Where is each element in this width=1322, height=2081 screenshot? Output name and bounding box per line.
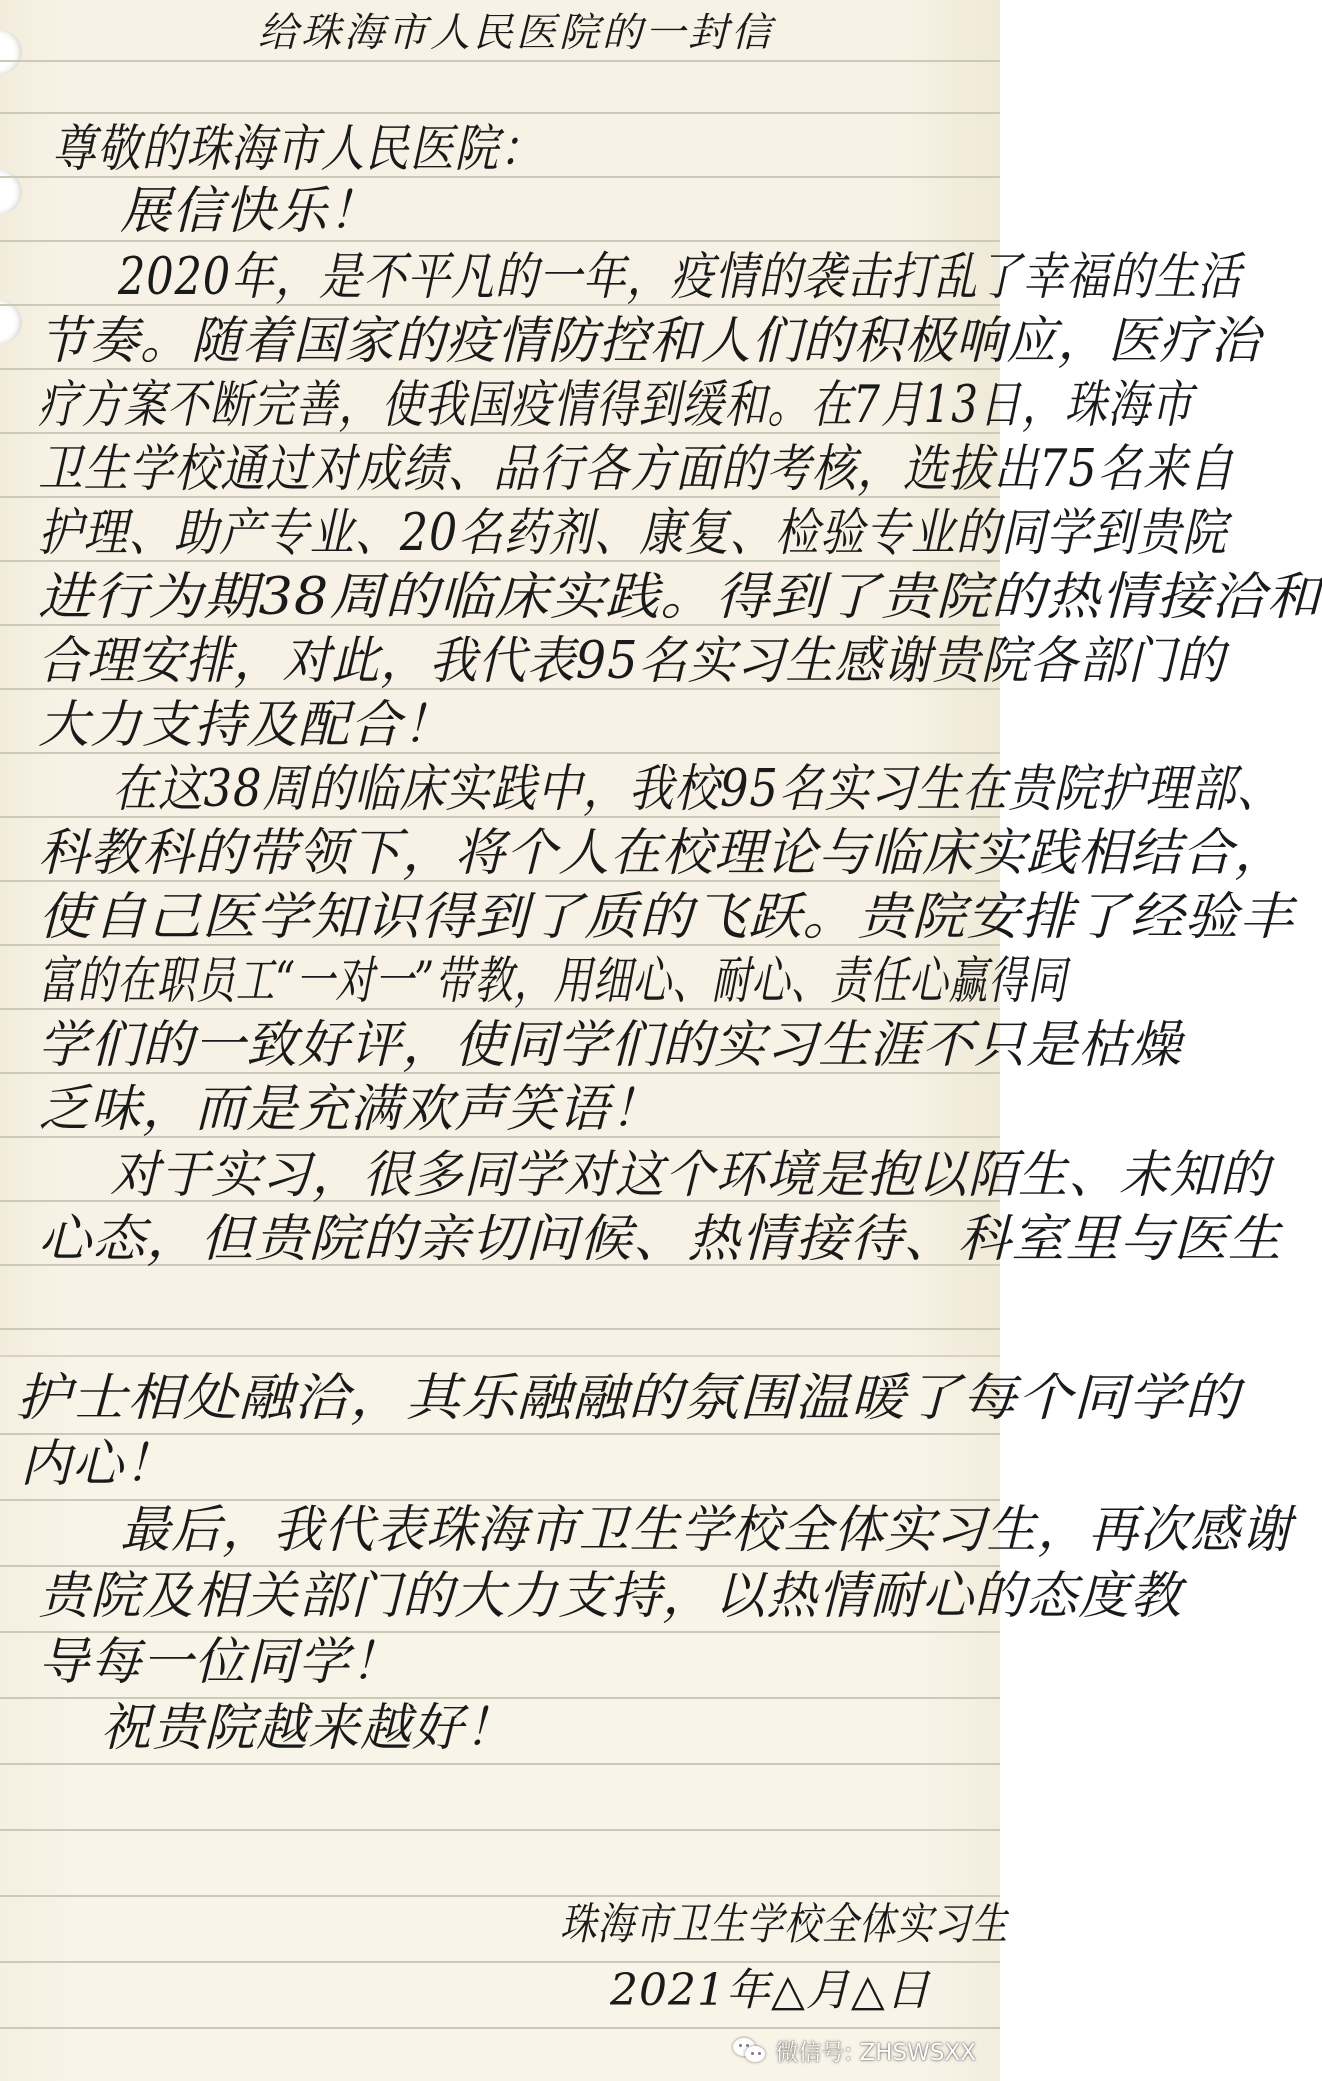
paragraph-3-line: 心态，但贵院的亲切问候、热情接待、科室里与医生 [38,1210,1282,1269]
letter-date: 2021年△月△日 [610,1965,931,2016]
paragraph-3-line: 内心！ [20,1435,177,1494]
paragraph-4-line: 贵院及相关部门的大力支持，以热情耐心的态度教 [38,1567,1183,1626]
paragraph-1-line: 节奏。随着国家的疫情防控和人们的积极响应，医疗治 [38,312,1262,371]
paragraph-1-line: 进行为期38周的临床实践。得到了贵院的热情接洽和 [38,568,1322,627]
paragraph-1-line: 合理安排，对此，我代表95名实习生感谢贵院各部门的 [38,632,1226,691]
paragraph-1-line: 护理、助产专业、20名药剂、康复、检验专业的同学到贵院 [38,504,1228,563]
paragraph-1-line: 卫生学校通过对成绩、品行各方面的考核，选拔出75名来自 [38,440,1235,499]
salutation: 尊敬的珠海市人民医院： [52,120,544,179]
letter-page-2 [0,1357,1293,2081]
paragraph-2-line: 学们的一致好评，使同学们的实习生涯不只是枯燥 [38,1016,1183,1075]
wechat-watermark [733,2030,976,2070]
paragraph-4-line: 最后，我代表珠海市卫生学校全体实习生，再次感谢 [120,1501,1293,1560]
paragraph-1-line: 大力支持及配合！ [38,696,455,755]
wechat-icon [733,2036,767,2064]
paragraph-2-line: 乏味，而是充满欢声笑语！ [38,1080,663,1139]
paragraph-2-line: 使自己医学知识得到了质的飞跃。贵院安排了经验丰 [38,888,1294,947]
paragraph-3-line: 护士相处融洽，其乐融融的氛围温暖了每个同学的 [16,1369,1241,1428]
paragraph-1-line: 2020年，是不平凡的一年，疫情的袭击打乱了幸福的生活 [118,248,1242,307]
paragraph-4-line: 导每一位同学！ [38,1633,403,1692]
binder-hole [0,30,22,74]
greeting: 展信快乐！ [120,182,381,241]
closing-wish: 祝贵院越来越好！ [100,1699,517,1758]
signature: 珠海市卫生学校全体实习生 [560,1899,1009,1950]
paragraph-1-line: 疗方案不断完善，使我国疫情得到缓和。在7月13日，珠海市 [38,376,1194,435]
paragraph-2-line: 富的在职员工“一对一”带教，用细心、耐心、责任心赢得同 [38,952,1068,1011]
binder-hole [0,300,22,344]
watermark-text: 微信号: ZHSWSXX [775,2039,976,2066]
paragraph-2-line: 在这38周的临床实践中，我校95名实习生在贵院护理部、 [112,760,1283,819]
paragraph-2-line: 科教科的带领下，将个人在校理论与临床实践相结合， [38,824,1287,883]
letter-title: 给珠海市人民医院的一封信 [258,10,774,56]
paragraph-3-line: 对于实习，很多同学对这个环境是抱以陌生、未知的 [110,1146,1271,1205]
